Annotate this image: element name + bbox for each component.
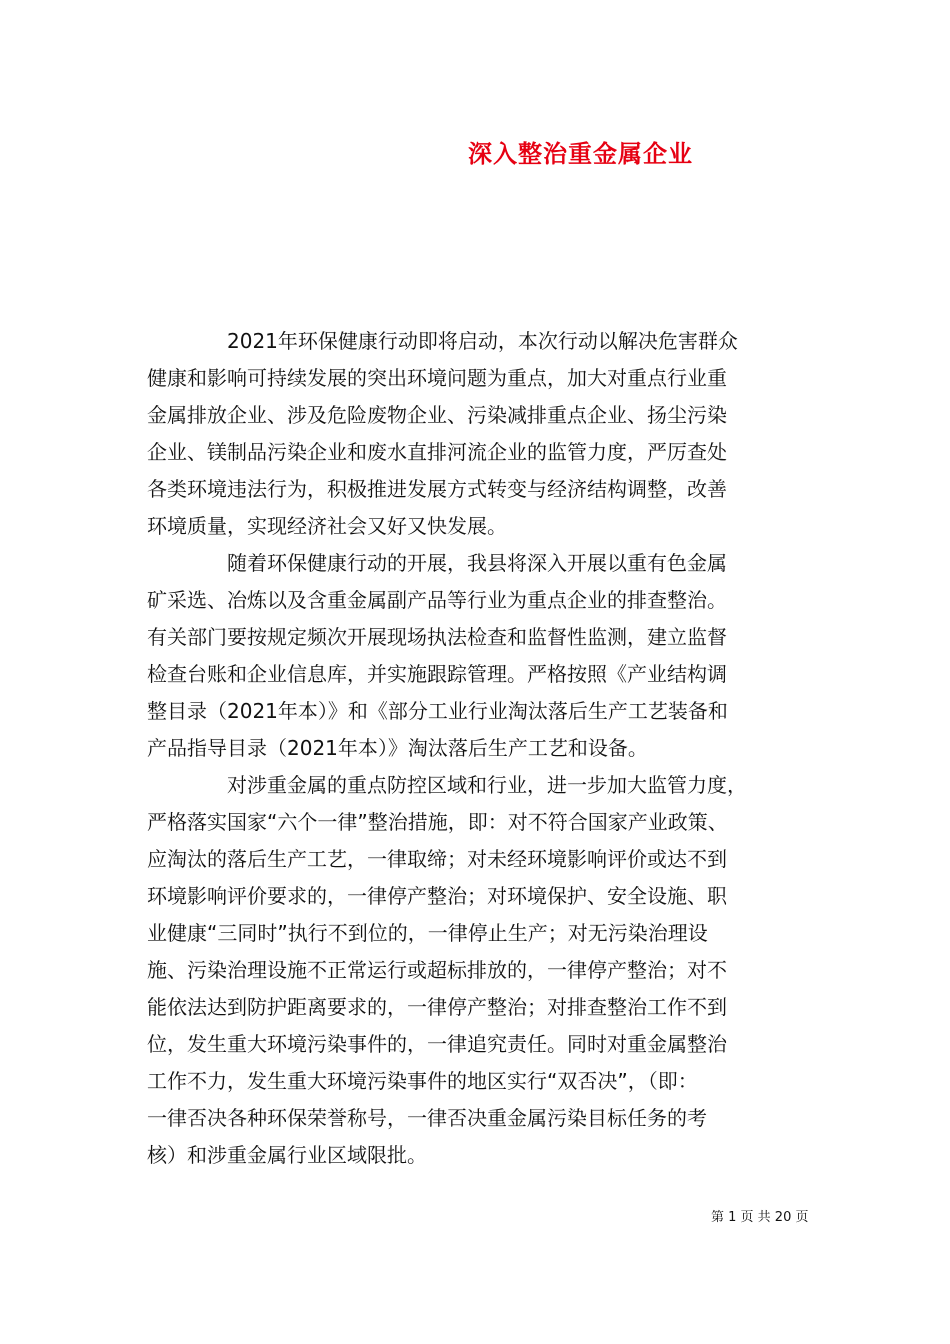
body-line: 有关部门要按规定频次开展现场执法检查和监督性监测，建立监督 xyxy=(147,625,727,649)
body-line: 能依法达到防护距离要求的，一律停产整治；对排查整治工作不到 xyxy=(147,995,727,1019)
page-footer: 第 1 页 共 20 页 xyxy=(711,1210,809,1225)
body-line: 企业、镁制品污染企业和废水直排河流企业的监管力度，严厉查处 xyxy=(147,440,727,464)
body-line: 各类环境违法行为，积极推进发展方式转变与经济结构调整，改善 xyxy=(147,477,727,501)
body-line: 应淘汰的落后生产工艺，一律取缔；对未经环境影响评价或达不到 xyxy=(147,847,727,871)
body-line: 金属排放企业、涉及危险废物企业、污染减排重点企业、扬尘污染 xyxy=(147,403,727,427)
document-title: 深入整治重金属企业 xyxy=(468,140,693,168)
document-body xyxy=(147,323,807,1174)
body-line: 严格落实国家“六个一律”整治措施，即：对不符合国家产业政策、 xyxy=(147,810,728,834)
body-line: 检查台账和企业信息库，并实施跟踪管理。严格按照《产业结构调 xyxy=(147,662,727,686)
body-line: 位，发生重大环境污染事件的，一律追究责任。同时对重金属整治 xyxy=(147,1032,727,1056)
body-line: 随着环保健康行动的开展，我县将深入开展以重有色金属 xyxy=(147,551,727,575)
body-line: 工作不力，发生重大环境污染事件的地区实行“双否决”，（即： xyxy=(147,1069,698,1093)
body-line: 对涉重金属的重点防控区域和行业，进一步加大监管力度， xyxy=(147,773,747,797)
body-line: 产品指导目录（2021年本）》淘汰落后生产工艺和设备。 xyxy=(147,736,648,760)
body-line: 业健康“三同时”执行不到位的，一律停止生产；对无污染治理设 xyxy=(147,921,708,945)
body-line: 环境质量，实现经济社会又好又快发展。 xyxy=(147,514,507,538)
body-line: 2021年环保健康行动即将启动，本次行动以解决危害群众 xyxy=(147,329,738,353)
body-line: 整目录（2021年本）》和《部分工业行业淘汰落后生产工艺装备和 xyxy=(147,699,728,723)
body-line: 核）和涉重金属行业区域限批。 xyxy=(147,1143,427,1167)
body-line: 施、污染治理设施不正常运行或超标排放的，一律停产整治；对不 xyxy=(147,958,727,982)
body-line: 环境影响评价要求的，一律停产整治；对环境保护、安全设施、职 xyxy=(147,884,727,908)
body-line: 一律否决各种环保荣誉称号，一律否决重金属污染目标任务的考 xyxy=(147,1106,707,1130)
body-line: 健康和影响可持续发展的突出环境问题为重点，加大对重点行业重 xyxy=(147,366,727,390)
body-line: 矿采选、冶炼以及含重金属副产品等行业为重点企业的排查整治。 xyxy=(147,588,727,612)
